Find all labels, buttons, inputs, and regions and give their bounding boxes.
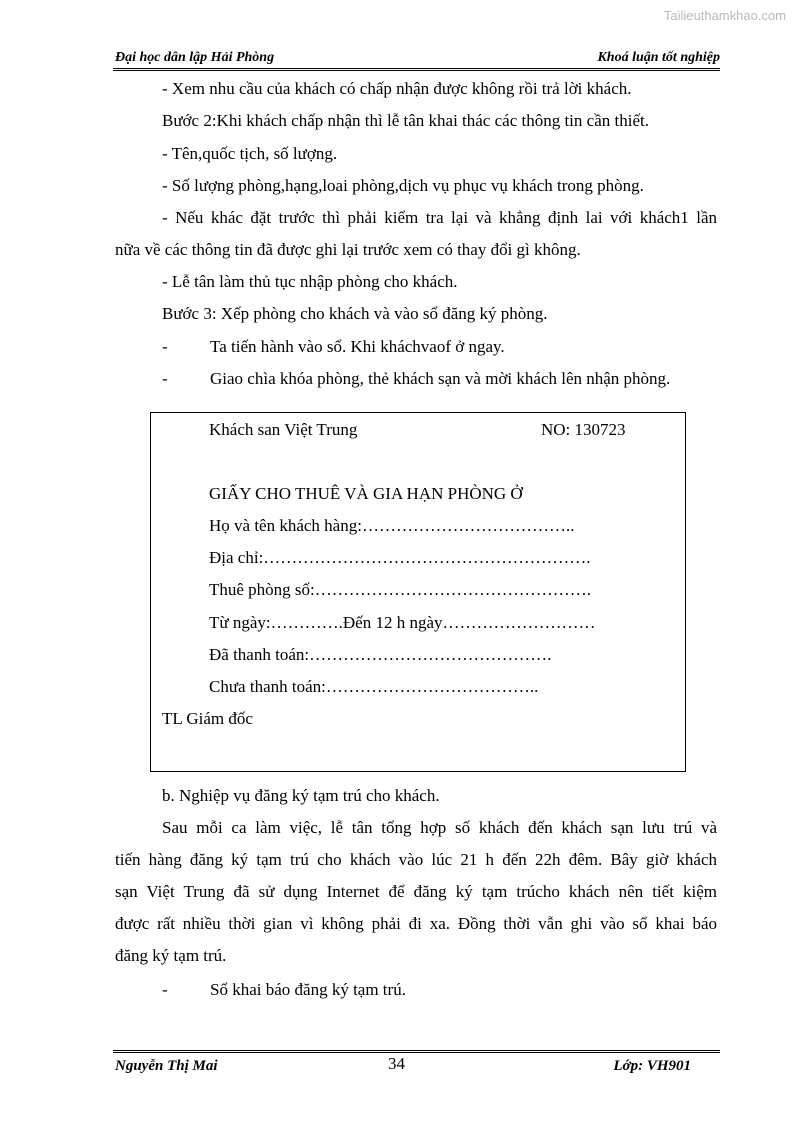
para-room-count: - Số lượng phòng,hạng,loai phòng,dịch vụ phục vụ khách trong phòng. bbox=[162, 176, 644, 195]
header-thesis: Khoá luận tốt nghiệp bbox=[597, 50, 720, 65]
section-b-heading: b. Nghiệp vụ đăng ký tạm trú cho khách. bbox=[162, 786, 440, 805]
form-title: GIẤY CHO THUÊ VÀ GIA HẠN PHÒNG Ở bbox=[209, 484, 523, 503]
list-item bbox=[162, 337, 722, 359]
dash-bullet: - bbox=[162, 980, 168, 999]
header-rule bbox=[113, 68, 720, 71]
list-item bbox=[162, 369, 722, 391]
para-checkin: - Lễ tân làm thủ tục nhập phòng cho khách. bbox=[162, 272, 458, 291]
list-item-text: Sổ khai báo đăng ký tạm trú. bbox=[210, 980, 406, 999]
para-after-shift-4: được rất nhiều thời gian vì không phải đi xa. Đồng thời vẫn ghi vào sổ khai báo bbox=[115, 914, 717, 933]
form-field-dates: Từ ngày:………….Đến 12 h ngày……………………… bbox=[209, 613, 596, 632]
form-field-name: Họ và tên khách hàng:……………………………….. bbox=[209, 516, 575, 535]
form-field-unpaid: Chưa thanh toán:……………………………….. bbox=[209, 677, 539, 696]
para-name-nationality: - Tên,quốc tịch, số lượng. bbox=[162, 144, 338, 163]
para-prebook-check-1: - Nếu khác đặt trước thì phải kiểm tra lại và khẳng định lai với khách1 lần bbox=[162, 208, 717, 227]
footer-class: Lớp: VH901 bbox=[613, 1058, 691, 1074]
list-item-text: Ta tiến hành vào sổ. Khi kháchvaof ở ngay. bbox=[210, 337, 505, 356]
para-step-3: Bước 3: Xếp phòng cho khách và vào sổ đăng ký phòng. bbox=[162, 304, 548, 323]
footer-rule bbox=[113, 1050, 720, 1053]
dash-bullet: - bbox=[162, 337, 168, 356]
dash-bullet: - bbox=[162, 369, 168, 388]
page-header bbox=[115, 48, 720, 68]
para-after-shift-2: tiến hàng đăng ký tạm trú cho khách vào lúc 21 h đến 22h đêm. Bây giờ khách bbox=[115, 850, 717, 869]
form-number: NO: 130723 bbox=[541, 420, 626, 439]
page-number: 34 bbox=[388, 1054, 405, 1073]
para-after-shift-5: đăng ký tạm trú. bbox=[115, 946, 227, 965]
form-signature: TL Giám đốc bbox=[162, 709, 253, 728]
form-field-paid: Đã thanh toán:……………………………………. bbox=[209, 645, 552, 664]
list-item bbox=[162, 980, 722, 1002]
para-after-shift-3: sạn Việt Trung đã sử dụng Internet để đăng ký tạm trúcho khách nên tiết kiệm bbox=[115, 882, 717, 901]
para-prebook-check-2: nữa về các thông tin đã được ghi lại trước xem có thay đổi gì không. bbox=[115, 240, 581, 259]
form-hotel-name: Khách san Việt Trung bbox=[209, 420, 358, 439]
header-university: Đại học dân lập Hải Phòng bbox=[115, 50, 275, 65]
form-field-address: Địa chỉ:…………………………………………………. bbox=[209, 548, 591, 567]
para-after-shift-1: Sau mỗi ca làm việc, lễ tân tổng hợp số khách đến khách sạn lưu trú và bbox=[162, 818, 717, 837]
para-check-needs: - Xem nhu cầu của khách có chấp nhận được không rồi trả lời khách. bbox=[162, 79, 632, 98]
footer-author: Nguyễn Thị Mai bbox=[115, 1058, 218, 1074]
watermark: Tailieuthamkhao.com bbox=[663, 8, 786, 23]
para-step-2: Bước 2:Khi khách chấp nhận thì lễ tân khai thác các thông tin cần thiết. bbox=[162, 111, 649, 130]
form-field-room: Thuê phòng số:…………………………………………. bbox=[209, 580, 592, 599]
list-item-text: Giao chìa khóa phòng, thẻ khách sạn và mời khách lên nhận phòng. bbox=[210, 369, 671, 388]
